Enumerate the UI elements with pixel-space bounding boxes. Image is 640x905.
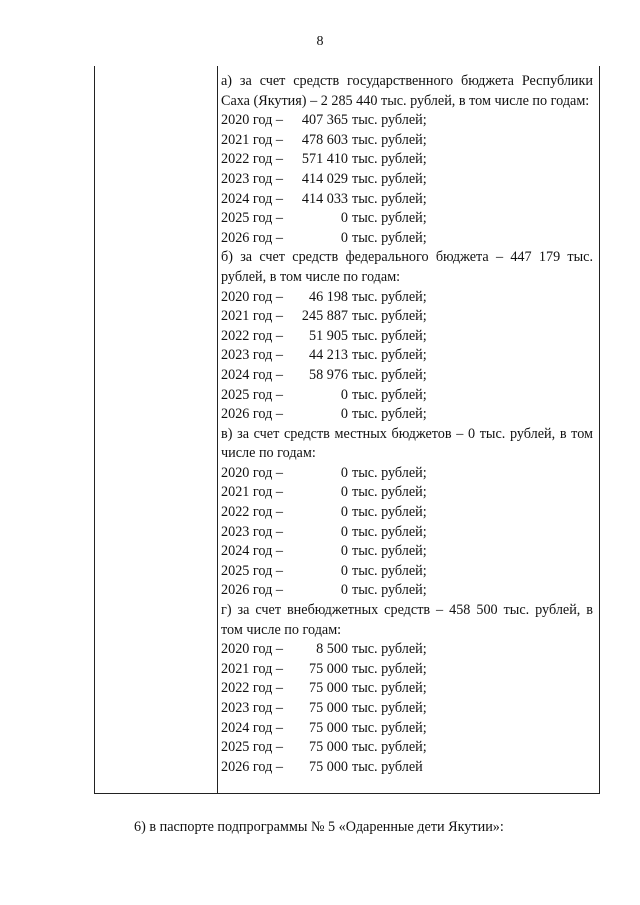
year-row	[221, 366, 593, 386]
year-label: 2026 год –	[221, 582, 283, 599]
year-row	[221, 150, 593, 170]
funding-section	[221, 72, 593, 248]
unit-label: тыс. рублей;	[352, 406, 427, 423]
amount-value: 75 000	[308, 680, 348, 697]
year-label: 2024 год –	[221, 190, 283, 207]
amount-value: 407 365	[301, 112, 348, 129]
year-row	[221, 562, 593, 582]
amount-value: 0	[340, 543, 348, 560]
year-row	[221, 111, 593, 131]
year-label: 2020 год –	[221, 464, 283, 481]
year-row	[221, 523, 593, 543]
section-heading: а) за счет средств государственного бюджета Республики Саха (Якутия) – 2 285 440 тыс. рублей, в том числе по годам:	[221, 73, 593, 109]
year-label: 2026 год –	[221, 406, 283, 423]
year-label: 2025 год –	[221, 386, 283, 403]
unit-label: тыс. рублей;	[352, 347, 427, 364]
year-row	[221, 699, 593, 719]
year-row	[221, 131, 593, 151]
year-row	[221, 640, 593, 660]
year-row	[221, 758, 593, 778]
amount-value: 0	[340, 484, 348, 501]
year-label: 2025 год –	[221, 739, 283, 756]
amount-value: 0	[340, 562, 348, 579]
unit-label: тыс. рублей;	[352, 112, 427, 129]
amount-value: 0	[340, 406, 348, 423]
unit-label: тыс. рублей;	[352, 386, 427, 403]
year-label: 2026 год –	[221, 758, 283, 775]
amount-value: 46 198	[308, 288, 348, 305]
unit-label: тыс. рублей;	[352, 562, 427, 579]
year-row	[221, 307, 593, 327]
page-number: 8	[316, 34, 324, 49]
year-row	[221, 386, 593, 406]
unit-label: тыс. рублей;	[352, 523, 427, 540]
year-label: 2022 год –	[221, 327, 283, 344]
year-label: 2025 год –	[221, 210, 283, 227]
amount-value: 0	[340, 464, 348, 481]
unit-label: тыс. рублей;	[352, 288, 427, 305]
year-row	[221, 190, 593, 210]
amount-value: 8 500	[316, 641, 348, 658]
amount-value: 478 603	[301, 131, 348, 148]
amount-value: 414 033	[301, 190, 348, 207]
unit-label: тыс. рублей;	[352, 641, 427, 658]
year-label: 2024 год –	[221, 366, 283, 383]
year-row	[221, 288, 593, 308]
section-heading: г) за счет внебюджетных средств – 458 500 тыс. рублей, в том числе по годам:	[221, 602, 593, 638]
amount-value: 0	[340, 523, 348, 540]
unit-label: тыс. рублей;	[352, 170, 427, 187]
year-row	[221, 581, 593, 601]
funding-section	[221, 248, 593, 424]
amount-value: 51 905	[308, 327, 348, 344]
section-heading: в) за счет средств местных бюджетов – 0 тыс. рублей, в том числе по годам:	[221, 425, 593, 462]
unit-label: тыс. рублей;	[352, 543, 427, 560]
amount-value: 44 213	[308, 347, 348, 364]
year-label: 2022 год –	[221, 504, 283, 521]
year-label: 2020 год –	[221, 288, 283, 305]
funding-table	[94, 66, 600, 794]
year-row	[221, 405, 593, 425]
unit-label: тыс. рублей;	[352, 700, 427, 716]
unit-label: тыс. рублей;	[352, 327, 427, 344]
year-label: 2023 год –	[221, 523, 283, 540]
year-label: 2022 год –	[221, 680, 283, 697]
amount-value: 0	[340, 582, 348, 599]
year-row	[221, 229, 593, 249]
year-row	[221, 719, 593, 739]
amount-value: 75 000	[308, 739, 348, 756]
year-row	[221, 170, 593, 190]
unit-label: тыс. рублей;	[352, 582, 427, 599]
year-row	[221, 660, 593, 680]
funding-cell	[221, 72, 593, 777]
amount-value: 0	[340, 504, 348, 521]
amount-value: 75 000	[308, 719, 348, 736]
year-label: 2025 год –	[221, 562, 283, 579]
amount-value: 0	[340, 229, 348, 246]
year-row	[221, 542, 593, 562]
amount-value: 245 887	[301, 308, 348, 325]
year-label: 2023 год –	[221, 170, 283, 187]
year-row	[221, 679, 593, 699]
year-label: 2021 год –	[221, 660, 283, 677]
unit-label: тыс. рублей;	[352, 680, 427, 697]
amount-value: 0	[340, 210, 348, 227]
amount-value: 75 000	[308, 758, 348, 775]
column-divider	[217, 66, 218, 793]
year-row	[221, 483, 593, 503]
year-label: 2020 год –	[221, 641, 283, 658]
unit-label: тыс. рублей;	[352, 210, 427, 227]
unit-label: тыс. рублей;	[352, 229, 427, 246]
year-label: 2026 год –	[221, 229, 283, 246]
unit-label: тыс. рублей;	[352, 131, 427, 148]
amount-value: 571 410	[301, 151, 348, 168]
year-row	[221, 738, 593, 758]
year-label: 2021 год –	[221, 131, 283, 148]
unit-label: тыс. рублей;	[352, 308, 427, 325]
unit-label: тыс. рублей;	[352, 739, 427, 756]
year-label: 2023 год –	[221, 347, 283, 364]
unit-label: тыс. рублей;	[352, 719, 427, 736]
unit-label: тыс. рублей;	[352, 484, 427, 501]
year-row	[221, 503, 593, 523]
year-label: 2024 год –	[221, 543, 283, 560]
year-label: 2021 год –	[221, 308, 283, 325]
funding-section	[221, 425, 593, 601]
year-row	[221, 209, 593, 229]
year-label: 2023 год –	[221, 700, 283, 716]
unit-label: тыс. рублей;	[352, 151, 427, 168]
amount-value: 75 000	[308, 700, 348, 716]
funding-section	[221, 601, 593, 777]
amount-value: 58 976	[308, 366, 348, 383]
amount-value: 414 029	[301, 170, 348, 187]
footer-paragraph: 6) в паспорте подпрограммы № 5 «Одаренные дети Якутии»:	[134, 819, 504, 835]
unit-label: тыс. рублей;	[352, 504, 427, 521]
year-row	[221, 464, 593, 484]
unit-label: тыс. рублей;	[352, 190, 427, 207]
section-heading: б) за счет средств федерального бюджета – 447 179 тыс. рублей, в том числе по годам:	[221, 249, 593, 285]
year-label: 2020 год –	[221, 112, 283, 129]
year-label: 2022 год –	[221, 151, 283, 168]
unit-label: тыс. рублей;	[352, 464, 427, 481]
year-label: 2024 год –	[221, 719, 283, 736]
year-row	[221, 327, 593, 347]
unit-label: тыс. рублей	[352, 758, 423, 775]
unit-label: тыс. рублей;	[352, 660, 427, 677]
amount-value: 75 000	[308, 660, 348, 677]
year-row	[221, 346, 593, 366]
amount-value: 0	[340, 386, 348, 403]
unit-label: тыс. рублей;	[352, 366, 427, 383]
year-label: 2021 год –	[221, 484, 283, 501]
